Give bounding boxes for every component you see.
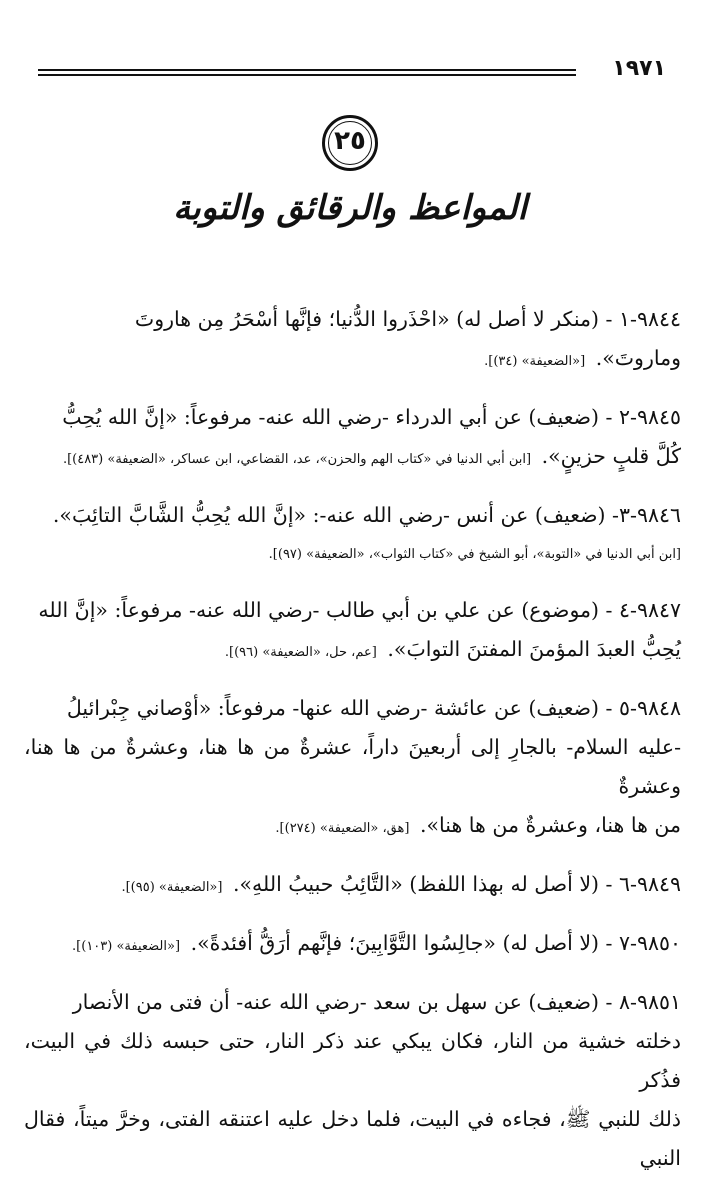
hadith-entry [24,300,681,381]
entry-line: ٩٨٤٥-٢ - (ضعيف) عن أبي الدرداء -رضي الله عنه- مرفوعاً: «إنَّ الله يُحِبُّ [62,405,681,429]
entry-text: من ها هنا، وعشرةٌ من ها هنا». [419,813,681,837]
entry-line: ذلك للنبي ﷺ، فجاءه في البيت، فلما دخل عليه اعتنقه الفتى، وخرَّ ميتاً، فقال النبي [24,1107,681,1170]
entry-text: كُلَّ قلبٍ حزينٍ». [541,444,681,468]
hadith-list [24,300,681,1195]
entry-text: يُحِبُّ العبدَ المؤمنَ المفتنَ التوابَ». [387,637,681,661]
hadith-entry [24,496,681,574]
entry-line: دخلته خشية من النار، فكان يبكي عند ذكر النار، حتى حبسه ذلك في البيت، فذُكر [24,1029,681,1092]
entry-line: ٩٨٤٧-٤ - (موضوع) عن علي بن أبي طالب -رضي الله عنه- مرفوعاً: «إنَّ الله [38,598,681,622]
reference: [«الضعيفة» (٣٤)]. [484,354,586,369]
entry-line [24,806,681,848]
entry-line [24,924,681,966]
entry-line: ٩٨٥١-٨ - (ضعيف) عن سهل بن سعد -رضي الله عنه- أن فتى من الأنصار [72,990,681,1014]
hadith-entry [24,591,681,672]
entry-line: ٩٨٤٨-٥ - (ضعيف) عن عائشة -رضي الله عنها- مرفوعاً: «أوْصاني جِبْرائيلُ [66,696,681,720]
header-rule [38,69,576,76]
hadith-entry [24,924,681,966]
page-header [38,52,666,88]
reference: [«الضعيفة» (٩٥)]. [121,880,223,895]
chapter-title: المواعظ والرقائق والتوبة [173,188,527,228]
entry-line: ٩٨٤٤-١ - (منكر لا أصل له) «احْذَروا الدُّنيا؛ فإنَّها أسْحَرُ مِن هاروتَ [134,307,681,331]
hadith-entry [24,398,681,479]
entry-text: ٩٨٤٩-٦ - (لا أصل له بهذا اللفظ) «التَّائِبُ حبيبُ اللهِ». [233,872,681,896]
chapter-number-badge [322,115,378,171]
reference: [عم، حل، «الضعيفة» (٩٦)]. [224,645,377,660]
entry-text: ٩٨٥٠-٧ - (لا أصل له) «جالِسُوا التَّوَّابِينَ؛ فإنَّهم أرَقُّ أفئدةً». [190,931,681,955]
hadith-entry [24,689,681,848]
reference: [ابن أبي الدنيا في «التوبة»، أبو الشيخ في «كتاب الثواب»، «الضعيفة» (٩٧)]. [268,547,681,562]
reference: [ابن أبي الدنيا في «كتاب الهم والحزن»، عد، القضاعي، ابن عساكر، «الضعيفة» (٤٨٣)]. [62,452,532,467]
hadith-entry [24,983,681,1178]
reference: [«الضعيفة» (١٠٣)]. [72,939,181,954]
entry-line [24,865,681,907]
entry-text: وماروتَ». [595,346,681,370]
entry-line [24,437,681,479]
entry-line: ٩٨٤٦-٣- (ضعيف) عن أنس -رضي الله عنه-: «إنَّ الله يُحِبُّ الشَّابَّ التائِبَ». [52,503,681,527]
reference: [هق، «الضعيفة» (٢٧٤)]. [275,821,410,836]
entry-line [24,630,681,672]
entry-line [24,339,681,381]
hadith-entry [24,865,681,907]
chapter-number: ٢٥ [334,126,366,156]
entry-line: -عليه السلام- بالجارِ إلى أربعينَ داراً، عشرةٌ من ها هنا، وعشرةٌ من ها هنا، وعشرةٌ [24,735,681,798]
page-number: ١٩٧١ [612,56,666,81]
